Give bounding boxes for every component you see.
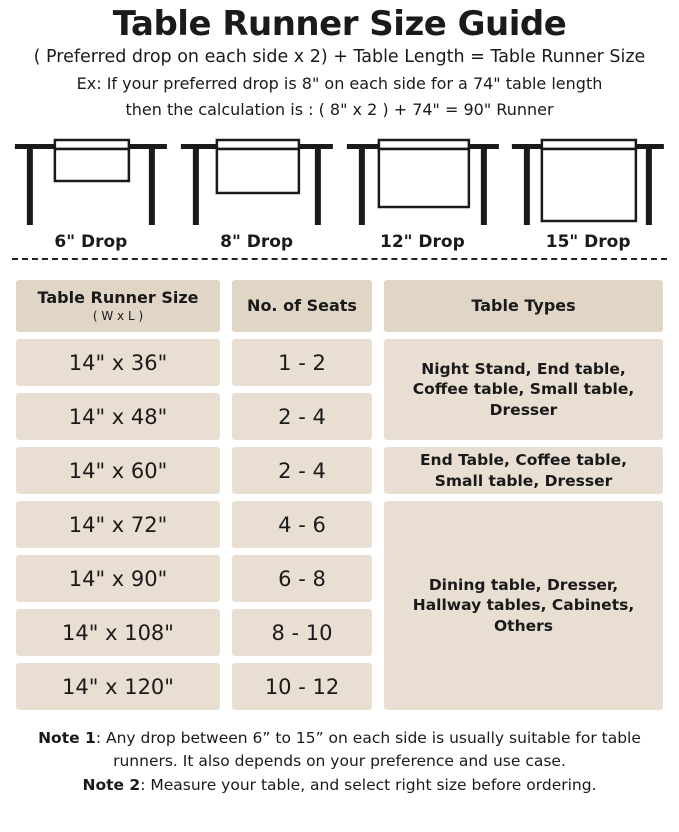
drop-label-6: 6" Drop <box>54 232 128 253</box>
drop-illustration-6 <box>8 130 174 230</box>
drop-illustration-8 <box>174 130 340 230</box>
table-drop-icon <box>505 130 671 230</box>
notes-section <box>8 727 671 796</box>
example-line-2: then the calculation is : ( 8" x 2 ) + 74" = 90" Runner <box>125 99 554 119</box>
table-row: 14" x 108" <box>16 609 220 656</box>
formula-text: ( Preferred drop on each side x 2) + Table Length = Table Runner Size <box>33 47 646 68</box>
drop-diagram <box>8 130 671 270</box>
note-2 <box>16 774 663 796</box>
table-types-group-3: Dining table, Dresser, Hallway tables, Cabinets, Others <box>384 501 663 710</box>
drop-label-15: 15" Drop <box>545 232 631 253</box>
column-table-types <box>384 280 663 717</box>
table-drop-icon <box>340 130 506 230</box>
drop-label-row <box>8 232 671 252</box>
table-row: 14" x 72" <box>16 501 220 548</box>
table-row: 8 - 10 <box>232 609 372 656</box>
table-row: 6 - 8 <box>232 555 372 602</box>
table-row: 14" x 120" <box>16 663 220 710</box>
note-1 <box>16 727 663 772</box>
size-guide-page <box>0 6 679 832</box>
table-types-group-1: Night Stand, End table, Coffee table, Small table, Dresser <box>384 339 663 440</box>
header-seats: No. of Seats <box>232 280 372 332</box>
table-row: 14" x 48" <box>16 393 220 440</box>
table-row: 4 - 6 <box>232 501 372 548</box>
header-runner-size-sub: ( W x L ) <box>92 308 144 323</box>
table-types-group-2: End Table, Coffee table, Small table, Dresser <box>384 447 663 494</box>
drop-label-12: 12" Drop <box>379 232 465 253</box>
column-runner-size <box>16 280 220 717</box>
table-drop-icon <box>174 130 340 230</box>
note-2-label: Note 2 <box>82 776 141 795</box>
table-row: 14" x 60" <box>16 447 220 494</box>
table-row: 14" x 90" <box>16 555 220 602</box>
size-table <box>8 280 671 717</box>
header-runner-size <box>16 280 220 332</box>
table-row: 2 - 4 <box>232 447 372 494</box>
drop-illustration-12 <box>340 130 506 230</box>
note-1-label: Note 1 <box>38 729 96 748</box>
header-table-types: Table Types <box>384 280 663 332</box>
table-row: 1 - 2 <box>232 339 372 386</box>
table-row: 14" x 36" <box>16 339 220 386</box>
header-runner-size-label: Table Runner Size <box>37 288 199 308</box>
table-row: 2 - 4 <box>232 393 372 440</box>
note-2-text: : Measure your table, and select right size before ordering. <box>140 776 597 795</box>
table-drop-icon <box>8 130 174 230</box>
note-1-text: : Any drop between 6” to 15” on each side is usually suitable for table runners. It also depends on your preference and use case. <box>95 729 641 770</box>
table-row: 10 - 12 <box>232 663 372 710</box>
page-title: Table Runner Size Guide <box>112 4 567 44</box>
dashed-divider <box>12 258 667 260</box>
column-seats <box>232 280 372 717</box>
drop-illustration-15 <box>505 130 671 230</box>
drop-label-8: 8" Drop <box>220 232 294 253</box>
example-line-1: Ex: If your preferred drop is 8" on each side for a 74" table length <box>76 74 603 94</box>
